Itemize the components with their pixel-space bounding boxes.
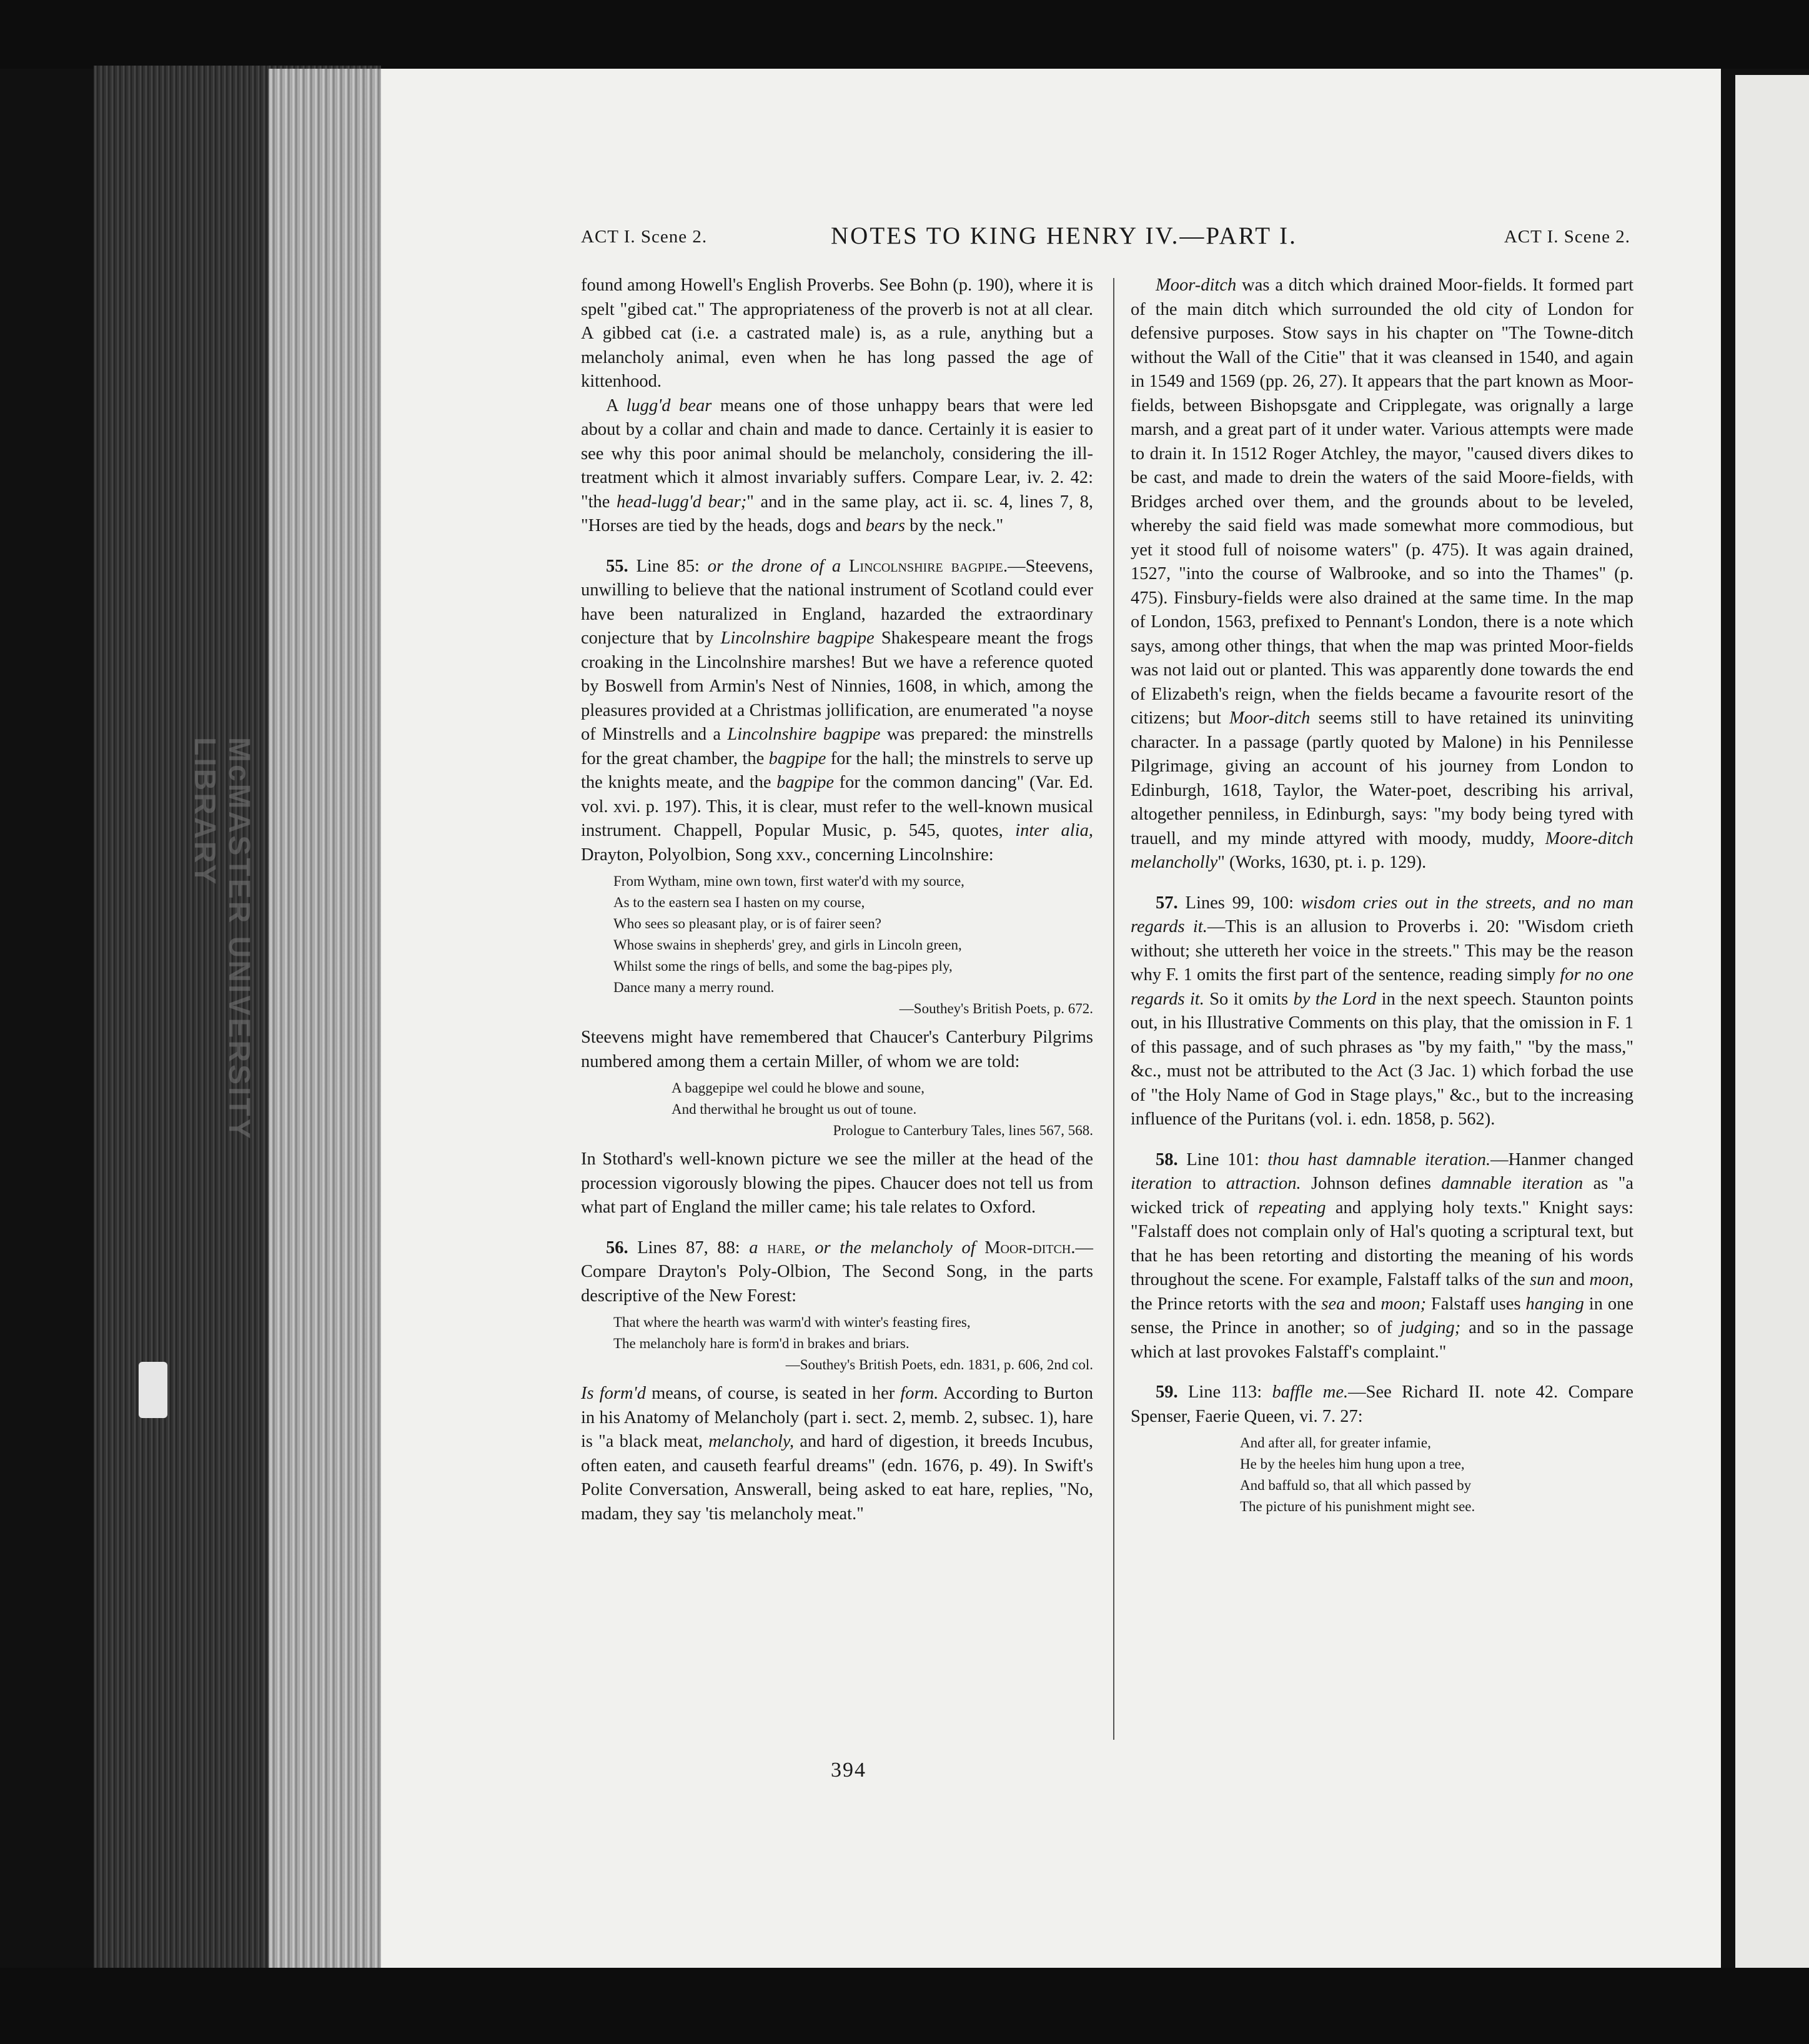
verse-quote bbox=[672, 1078, 1093, 1141]
note-56: 56. Lines 87, 88: a hare, or the melancholy of Moor-ditch.—Compare Drayton's Poly-Olbion, The Second Song, in the parts descriptive of the New Forest: bbox=[581, 1238, 1093, 1306]
verse-source: Prologue to Canterbury Tales, lines 567, 568. bbox=[833, 1123, 1093, 1138]
verse-quote bbox=[613, 1312, 1093, 1376]
book-page-edges-light bbox=[269, 69, 381, 1968]
library-stamp: McMASTER UNIVERSITY LIBRARY bbox=[188, 737, 255, 1141]
facing-page-edge bbox=[1724, 75, 1809, 1968]
note-57: 57. Lines 99, 100: wisdom cries out in the streets, and no man regards it.—This is an allusion to Proverbs i. 20: "Wisdom crieth without; she uttereth her voice in the streets." This may be the reason why F. 1 omits the first part of the sentence, reading simply for no one regards it. So it omits by the Lord in the next speech. Staunton points out, in his Illustrative Comments on this play, that the omission in F. 1 of this passage, and of such phrases as "by my faith," "by the mass," &c., must not be attributed to the Act (3 Jac. 1) which forbad the use of "the Holy Name of God in Stage plays," &c., but to the increasing influence of the Puritans (vol. i. edn. 1858, p. 562). bbox=[1131, 893, 1633, 1129]
verse-line: Dance many a merry round. bbox=[613, 980, 775, 995]
scan-border-bottom bbox=[0, 1968, 1809, 2044]
paragraph: A lugg'd bear means one of those unhappy bears that were led about by a collar and chain and made to dance. Certainly it is easier to see why this poor animal should be melancholy, considering the ill-treatment which it almost invariably suffers. Compare Lear, iv. 2. 42: "the head-lugg'd bear;" and in the same play, act ii. sc. 4, lines 7, 8, "Horses are tied by the heads, dogs and bears by the neck." bbox=[581, 395, 1094, 535]
header-left: ACT I. Scene 2. bbox=[581, 227, 708, 247]
note-55: 55. Line 85: or the drone of a Lincolnshire bagpipe.—Steevens, unwilling to believe that the national instrument of Scotland could ever have been naturalized in England, hazarded the extraordinary conjecture that by Lincolnshire bagpipe Shakespeare meant the frogs croaking in the Lincolnshire marshes! But we have a reference quoted by Boswell from Armin's Nest of Ninnies, 1608, in which, among the pleasures provided at a Christmas jollification, are enumerated "a noyse of Minstrells and a Lincolnshire bagpipe was prepared: the minstrells for the great chamber, the bagpipe for the hall; the minstrels to serve up the knights meate, and the bagpipe for the common dancing" (Var. Ed. vol. xvi. p. 197). This, it is clear, must refer to the well-known musical instrument. Chappell, Popular Music, p. 545, quotes, inter alia, Drayton, Polyolbion, Song xxv., concerning Lincolnshire: bbox=[581, 556, 1094, 865]
paper-tab-mark bbox=[139, 1362, 167, 1418]
verse-source: —Southey's British Poets, p. 672. bbox=[899, 1001, 1093, 1016]
verse-line: He by the heeles him hung upon a tree, bbox=[1240, 1456, 1465, 1472]
verse-line: And therwithal he brought us out of toune. bbox=[672, 1101, 917, 1117]
verse-line: Who sees so pleasant play, or is of fairer seen? bbox=[613, 916, 881, 931]
verse-quote bbox=[613, 871, 1093, 1020]
verse-line: From Wytham, mine own town, first water'd with my source, bbox=[613, 873, 964, 889]
column-divider bbox=[1113, 278, 1114, 1740]
note-58: 58. Line 101: thou hast damnable iteration.—Hanmer changed iteration to attraction. Johnson defines damnable iteration as "a wicked trick of repeating and applying holy texts." Knight says: "Falstaff does not complain only of Hal's quoting a scriptural text, but that he has been retorting and distorting the meaning of his words throughout the scene. For example, Falstaff talks of the sun and moon, the Prince retorts with the sea and moon; Falstaff uses hanging in one sense, the Prince in another; so of judging; and so in the passage which at last provokes Falstaff's complaint." bbox=[1131, 1149, 1634, 1362]
paragraph: Is form'd means, of course, is seated in her form. According to Burton in his Anatomy of Melancholy (part i. sect. 2, memb. 2, subsec. 1), hare is "a black meat, melancholy, and hard of digestion, it breeds Incubus, often eaten, and causeth fearful dreams" (edn. 1676, p. 49). In Swift's Polite Conversation, Answerall, being asked to eat hare, replies, "No, madam, they say 'tis melancholy meat." bbox=[581, 1384, 1093, 1524]
running-header bbox=[581, 222, 1630, 259]
paragraph: In Stothard's well-known picture we see the miller at the head of the procession vigorously blowing the pipes. Chaucer does not tell us from what part of England the miller came; his tale relates to Oxford. bbox=[581, 1149, 1093, 1217]
verse-line: Whilst some the rings of bells, and some the bag-pipes ply, bbox=[613, 958, 953, 974]
verse-line: A baggepipe wel could he blowe and soune, bbox=[672, 1080, 924, 1096]
verse-quote bbox=[1240, 1432, 1633, 1517]
verse-line: The melancholy hare is form'd in brakes and briars. bbox=[613, 1336, 909, 1351]
header-right: ACT I. Scene 2. bbox=[1504, 227, 1630, 247]
verse-line: The picture of his punishment might see. bbox=[1240, 1499, 1475, 1514]
paragraph: Steevens might have remembered that Chaucer's Canterbury Pilgrims numbered among them a certain Miller, of whom we are told: bbox=[581, 1028, 1093, 1071]
right-column bbox=[1131, 274, 1633, 1524]
left-column bbox=[581, 274, 1093, 1526]
page-number: 394 bbox=[831, 1759, 866, 1782]
verse-line: And baffuld so, that all which passed by bbox=[1240, 1477, 1472, 1493]
verse-line: That where the hearth was warm'd with winter's feasting fires, bbox=[613, 1314, 971, 1330]
verse-line: As to the eastern sea I hasten on my course, bbox=[613, 895, 865, 910]
note-59: 59. Line 113: baffle me.—See Richard II. note 42. Compare Spenser, Faerie Queen, vi. 7. 27: bbox=[1131, 1382, 1633, 1426]
scan-border-top bbox=[0, 0, 1809, 69]
paragraph: Moor-ditch was a ditch which drained Moor-fields. It formed part of the main ditch which surrounded the old city of London for defensive purposes. Stow says in his chapter on "The Towne-ditch without the Wall of the Citie" that it was cleansed in 1540, and again in 1549 and 1569 (pp. 26, 27). It appears that the part known as Moor-fields, between Bishopsgate and Cripplegate, was orignally a large marsh, and a great part of it under water. Various attempts were made to drain it. In 1512 Roger Atchley, the mayor, "caused divers dikes to be cast, and made to drein the waters of the said Moore-fields, with Bridges arched over them, and the grounds about to be leveled, whereby the said field was made somewhat more commodious, but yet it stood full of noisome waters" (p. 475). It was again drained, 1527, "into the course of Walbrooke, and so into the Thames" (p. 475). Finsbury-fields were also drained at the same time. In the map of London, 1563, prefixed to Pennant's London, there is a note which says, among other things, that when the map was printed Moor-fields was not laid out or planted. This was apparently done towards the end of Elizabeth's reign, when the fields became a favourite resort of the citizens; but Moor-ditch seems still to have retained its uninviting character. In a passage (partly quoted by Malone) in his Pennilesse Pilgrimage, giving an account of his journey from London to Edinburgh, 1618, Taylor, the Water-poet, describing his arrival, altogether penniless, in Edinburgh, says: "my body being tyred with trauell, and my minde attyred with moody, muddy, Moore-ditch melancholly" (Works, 1630, pt. i. p. 129). bbox=[1131, 275, 1633, 872]
verse-source: —Southey's British Poets, edn. 1831, p. 606, 2nd col. bbox=[785, 1357, 1093, 1372]
verse-line: And after all, for greater infamie, bbox=[1240, 1435, 1431, 1451]
verse-line: Whose swains in shepherds' grey, and girls in Lincoln green, bbox=[613, 937, 962, 953]
header-title: NOTES TO KING HENRY IV.—PART I. bbox=[831, 222, 1297, 249]
paragraph: found among Howell's English Proverbs. See Bohn (p. 190), where it is spelt "gibed cat." The appropriateness of the proverb is not at all clear. A gibbed cat (i.e. a castrated male) is, as a rule, anything but a melancholy animal, even when he has long passed the age of kittenhood. bbox=[581, 275, 1093, 391]
